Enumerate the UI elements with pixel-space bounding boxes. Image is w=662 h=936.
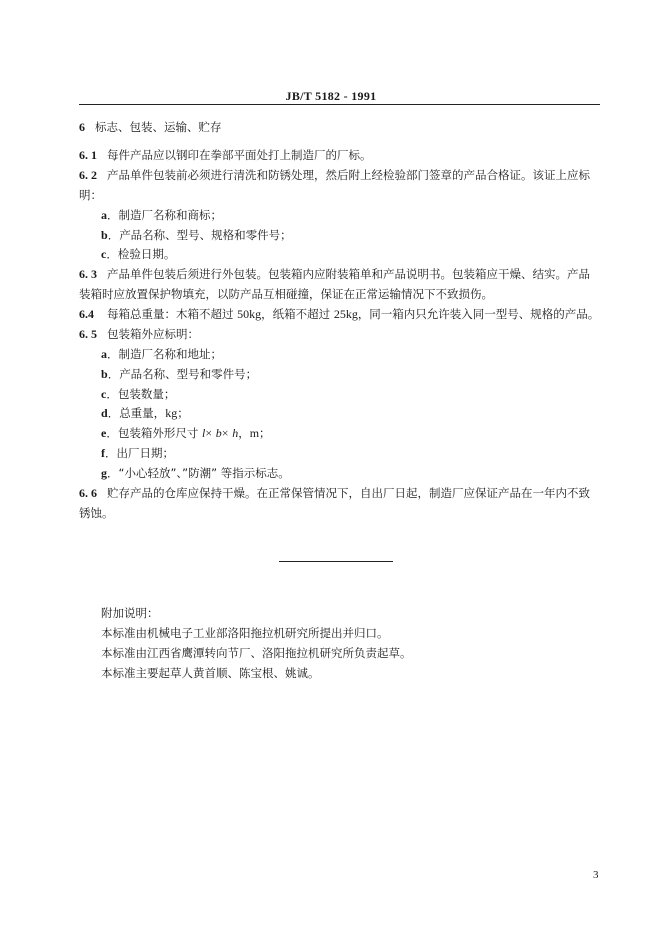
list-letter: d (101, 406, 108, 420)
list-item: c．包装数量； (101, 387, 176, 401)
list-text: 包装数量； (117, 387, 176, 401)
header-rule (79, 104, 600, 105)
list-tail: ； (259, 426, 271, 440)
clause-text: 产品单件包装前必须进行清洗和防锈处理，然后附上经检验部门签章的产品合格证。该证上应标 (107, 168, 590, 182)
times-sign: × (205, 426, 213, 440)
list-letter: a (101, 208, 107, 222)
notes-line: 本标准由江西省鹰潭转向节厂、洛阳拖拉机研究所负责起草。 (101, 646, 412, 660)
unit-m: m (249, 426, 260, 440)
clause-text: 包装箱外应标明： (107, 327, 199, 341)
list-item: b．产品名称、型号、规格和零件号； (101, 228, 292, 242)
clause-number: 6. 6 (79, 486, 97, 500)
notes-line: 本标准由机械电子工业部洛阳拖拉机研究所提出并归口。 (101, 626, 389, 640)
list-text: 产品名称、型号和零件号； (119, 367, 258, 381)
list-letter: e (101, 426, 107, 440)
clause-text: ，同一箱内只允许装入同一型号、规格的产品。 (357, 307, 600, 321)
list-text: 制造厂名称和商标； (118, 208, 222, 222)
clause-text: 产品单件包装后须进行外包装。包装箱内应附装箱单和产品说明书。包装箱应干燥、结实。产品 (107, 267, 590, 281)
clause-number: 6. 3 (79, 267, 97, 281)
clause-6-4 (79, 306, 599, 322)
list-item: a．制造厂名称和地址； (101, 347, 222, 361)
list-item: a．制造厂名称和商标； (101, 208, 222, 222)
dimension-h: h (232, 426, 239, 440)
list-item: b．产品名称、型号和零件号； (101, 367, 258, 381)
list-item: g．“小心轻放”、”防潮” 等指示标志。 (101, 466, 290, 480)
clause-6-3 (79, 266, 590, 282)
list-item: d．总重量，kg； (101, 406, 189, 420)
list-letter: g (101, 466, 107, 480)
list-text: “小心轻放”、”防潮” 等指示标志。 (118, 466, 290, 480)
weight-wood: 50kg (237, 307, 262, 321)
list-letter: b (101, 228, 108, 242)
dimension-l: l (201, 426, 206, 440)
standard-number-header: JB/T 5182 - 1991 (285, 89, 377, 103)
separator: ， (238, 426, 250, 440)
list-text: 产品名称、型号、规格和零件号； (119, 228, 292, 242)
end-of-text-rule (279, 561, 393, 562)
clause-6-1 (79, 147, 372, 163)
section-heading (79, 119, 222, 135)
clause-number: 6.4 (79, 307, 94, 321)
clause-number: 6. 1 (79, 148, 97, 162)
page-number: 3 (593, 869, 599, 881)
list-letter: f (101, 446, 105, 460)
notes-heading: 附加说明： (101, 606, 159, 620)
dimension-b: b (215, 426, 222, 440)
list-text: 包装箱外形尺寸 (117, 426, 202, 440)
list-text: 出厂日期； (116, 446, 174, 460)
clause-number: 6. 5 (79, 327, 97, 341)
list-letter: a (101, 347, 107, 361)
times-sign: × (221, 426, 229, 440)
clause-6-3-continuation: 装箱时应放置保护物填充，以防产品互相碰撞，保证在正常运输情况下不致损伤。 (79, 287, 493, 301)
section-number: 6 (79, 120, 85, 134)
clause-text: 贮存产品的仓库应保持干燥。在正常保管情况下，自出厂日起，制造厂应保证产品在一年内不致 (107, 486, 590, 500)
clause-6-5 (79, 326, 199, 342)
clause-text: ，纸箱不超过 (261, 307, 334, 321)
list-item: e．包装箱外形尺寸 l× b× h，m； (101, 426, 271, 440)
list-tail: ； (177, 406, 189, 420)
clause-6-6 (79, 485, 590, 501)
clause-6-6-continuation: 锈蚀。 (79, 506, 114, 520)
notes-line: 本标准主要起草人黄首顺、陈宝根、姚诚。 (101, 666, 320, 680)
weight-carton: 25kg (333, 307, 358, 321)
list-letter: c (101, 387, 107, 401)
section-title: 标志、包装、运输、贮存 (95, 120, 222, 134)
list-letter: c (101, 247, 107, 261)
clause-6-2 (79, 167, 590, 183)
list-text: 检验日期。 (117, 247, 176, 261)
clause-text: 每箱总重量：木箱不超过 (107, 307, 238, 321)
clause-text: 每件产品应以钢印在拳部平面处打上制造厂的厂标。 (107, 148, 372, 162)
list-text: 制造厂名称和地址； (118, 347, 222, 361)
unit-kg: kg (165, 406, 178, 420)
list-text: 总重量， (119, 406, 166, 420)
list-item: c．检验日期。 (101, 247, 176, 261)
clause-6-2-continuation: 明： (79, 188, 102, 202)
list-item: f．出厂日期； (101, 446, 174, 460)
list-letter: b (101, 367, 108, 381)
clause-number: 6. 2 (79, 168, 97, 182)
